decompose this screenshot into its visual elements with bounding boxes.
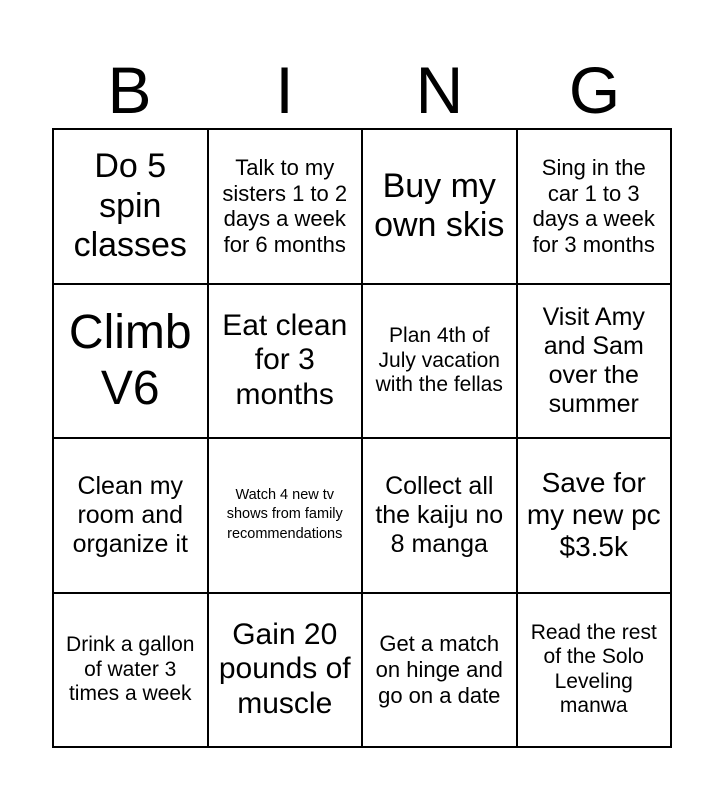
bingo-cell[interactable]	[517, 129, 672, 284]
bingo-cell-text: Climb V6	[68, 306, 192, 415]
bingo-cell[interactable]	[53, 284, 208, 439]
bingo-cell[interactable]	[362, 438, 517, 593]
header-letter-n: N	[415, 53, 464, 127]
bingo-cell[interactable]	[517, 593, 672, 748]
bingo-cell-text: Get a match on hinge and go on a date	[375, 631, 503, 708]
bingo-cell[interactable]	[362, 284, 517, 439]
bingo-cell[interactable]	[362, 129, 517, 284]
bingo-cell[interactable]	[53, 438, 208, 593]
bingo-cell[interactable]	[517, 284, 672, 439]
header-letter-i: I	[275, 53, 294, 127]
bingo-cell-text: Visit Amy and Sam over the summer	[542, 302, 645, 418]
bingo-cell-text: Plan 4th of July vacation with the fellas	[375, 324, 503, 396]
bingo-cell-text: Sing in the car 1 to 3 days a week for 3 months	[532, 155, 655, 257]
bingo-cell[interactable]	[53, 593, 208, 748]
bingo-cell-text: Watch 4 new tv shows from family recommendations	[226, 486, 343, 543]
bingo-cell-text: Clean my room and organize it	[72, 471, 188, 558]
bingo-cell-text: Eat clean for 3 months	[222, 308, 348, 412]
bingo-cell-text: Collect all the kaiju no 8 manga	[375, 471, 504, 558]
bingo-cell[interactable]	[362, 593, 517, 748]
bingo-cell-text: Drink a gallon of water 3 times a week	[66, 633, 195, 705]
bingo-cell-text: Talk to my sisters 1 to 2 days a week for 6 months	[222, 155, 348, 257]
bingo-cell[interactable]	[517, 438, 672, 593]
bingo-cell-text: Save for my new pc $3.5k	[526, 466, 661, 563]
bingo-cell-text: Gain 20 pounds of muscle	[218, 617, 351, 721]
bingo-cell[interactable]	[208, 129, 363, 284]
bingo-cell-text: Buy my own skis	[374, 166, 505, 245]
bingo-cell-text: Read the rest of the Solo Leveling manwa	[530, 621, 657, 718]
header-letter-b: B	[107, 53, 152, 127]
bingo-header	[52, 52, 672, 128]
bingo-cell-text: Do 5 spin classes	[73, 147, 187, 264]
bingo-cell[interactable]	[208, 438, 363, 593]
bingo-cell[interactable]	[208, 284, 363, 439]
header-letter-g: G	[568, 53, 621, 127]
bingo-cell[interactable]	[53, 129, 208, 284]
bingo-grid	[52, 128, 672, 748]
bingo-cell[interactable]	[208, 593, 363, 748]
